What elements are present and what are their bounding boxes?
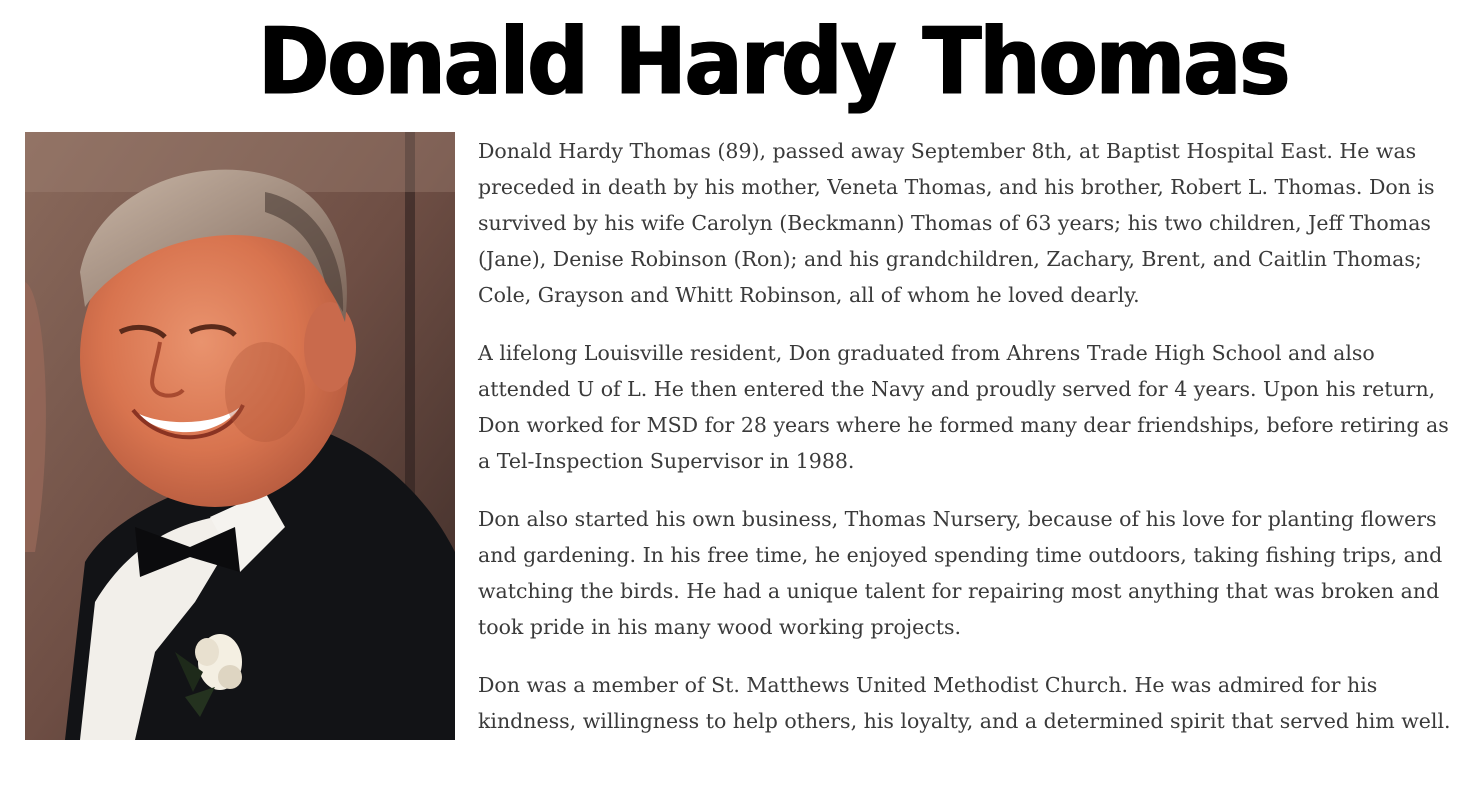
obituary-title: Donald Hardy Thomas: [258, 8, 1289, 117]
obituary-paragraph: Donald Hardy Thomas (89), passed away September 8th, at Baptist Hospital East. He was preceded in death by his mother, Veneta Thomas, and his brother, Robert L. Thomas. Don is survived by his wife Carolyn (Beckmann) Thomas of 63 years; his two children, Jeff Thomas (Jane), Denise Robinson (Ron); and his grandchildren, Zachary, Brent, and Caitlin Thomas; Cole, Grayson and Whitt Robinson, all of whom he loved dearly.: [478, 139, 1435, 307]
obituary-body: [478, 133, 1453, 761]
obituary-paragraph: Don also started his own business, Thomas Nursery, because of his love for planting flowers and gardening. In his free time, he enjoyed spending time outdoors, taking fishing trips, and watching the birds. He had a unique talent for repairing most anything that was broken and took pride in his many wood working projects.: [478, 507, 1443, 639]
portrait-photo: [25, 132, 455, 740]
obituary-paragraph: Don was a member of St. Matthews United Methodist Church. He was admired for his kindness, willingness to help others, his loyalty, and a determined spirit that served him well.: [478, 673, 1451, 733]
obituary-paragraph: A lifelong Louisville resident, Don graduated from Ahrens Trade High School and also attended U of L. He then entered the Navy and proudly served for 4 years. Upon his return, Don worked for MSD for 28 years where he formed many dear friendships, before retiring as a Tel-Inspection Supervisor in 1988.: [478, 341, 1449, 473]
portrait-photo-icon: [25, 132, 455, 740]
